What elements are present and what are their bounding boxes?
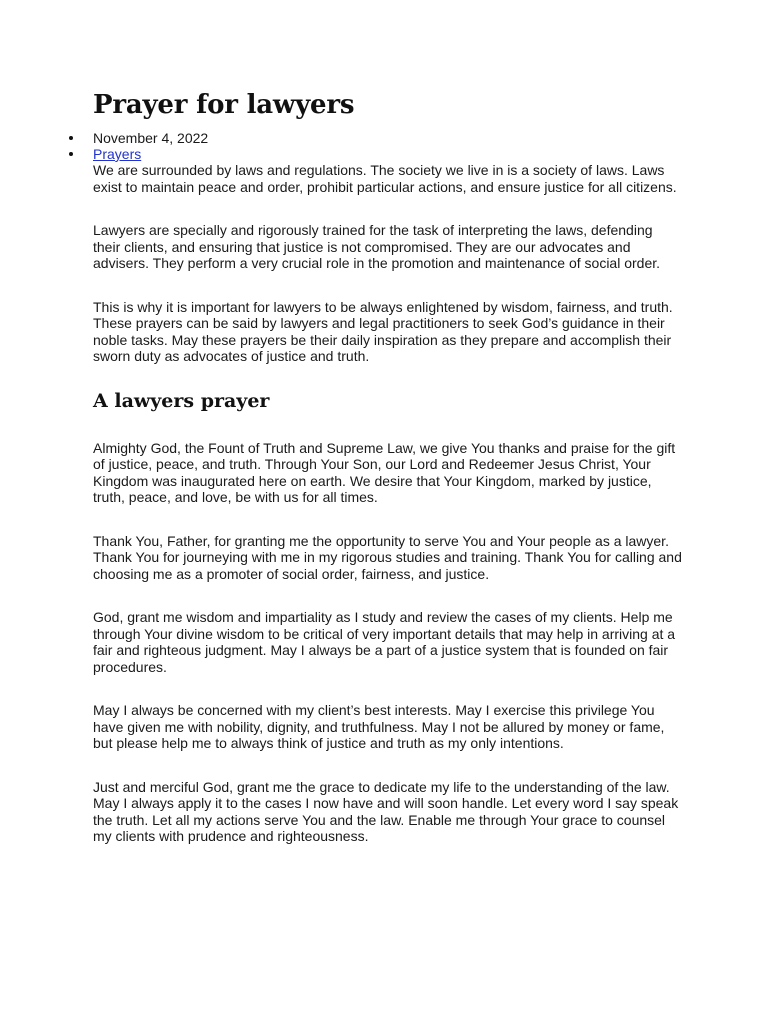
intro-paragraph: This is why it is important for lawyers to be always enlightened by wisdom, fairness, and truth. These prayers can be said by lawyers and legal practitioners to seek God’s guidance in their noble tasks. May these prayers be their daily inspiration as they prepare and accomplish their sworn duty as advocates of justice and truth. — [93, 298, 673, 364]
prayer-paragraph: God, grant me wisdom and impartiality as I study and review the cases of my clients. Help me through Your divine wisdom to be critical of very important details that may help in arriving at a fair and righteous judgment. May I always be a part of a justice system that is founded on fair procedures. — [93, 609, 676, 675]
post-meta-list — [93, 130, 683, 162]
article — [93, 88, 683, 845]
section-heading: A lawyers prayer — [93, 389, 270, 412]
prayer-paragraph: Almighty God, the Fount of Truth and Supreme Law, we give You thanks and praise for the gift of justice, peace, and truth. Through Your Son, our Lord and Redeemer Jesus Christ, Your Kingdom was inaugurated here on earth. We desire that Your Kingdom, marked by justice, truth, peace, and love, be with us for all times. — [93, 439, 676, 505]
bullet-icon — [69, 136, 73, 140]
post-date: November 4, 2022 — [93, 130, 209, 146]
prayer-paragraph: May I always be concerned with my client’s best interests. May I exercise this privilege You have given me with nobility, dignity, and truthfulness. May I not be allured by money or fame, but please help me to always think of justice and truth as my only intentions. — [93, 702, 665, 751]
category-link[interactable]: Prayers — [93, 146, 142, 162]
intro-paragraph: Lawyers are specially and rigorously trained for the task of interpreting the laws, defending their clients, and ensuring that justice is not compromised. They are our advocates and advisers. They perform a very crucial role in the promotion and maintenance of social order. — [93, 222, 661, 271]
page-title: Prayer for lawyers — [93, 90, 355, 120]
prayer-paragraph: Thank You, Father, for granting me the opportunity to serve You and Your people as a lawyer. Thank You for journeying with me in my rigorous studies and training. Thank You for calling and choosing me as a promoter of social order, fairness, and justice. — [93, 532, 682, 582]
prayer-paragraph: Just and merciful God, grant me the grace to dedicate my life to the understanding of the law. May I always apply it to the cases I now have and will soon handle. Let every word I say speak the truth. Let all my actions serve You and the law. Enable me through Your grace to counsel my clients with prudence and righteousness. — [93, 778, 679, 844]
intro-paragraph: We are surrounded by laws and regulations. The society we live in is a society of laws. Laws exist to maintain peace and order, prohibit particular actions, and ensure justice for all citizens. — [93, 162, 677, 195]
post-category-item — [93, 146, 683, 162]
bullet-icon — [69, 152, 73, 156]
post-date-item — [93, 130, 683, 146]
